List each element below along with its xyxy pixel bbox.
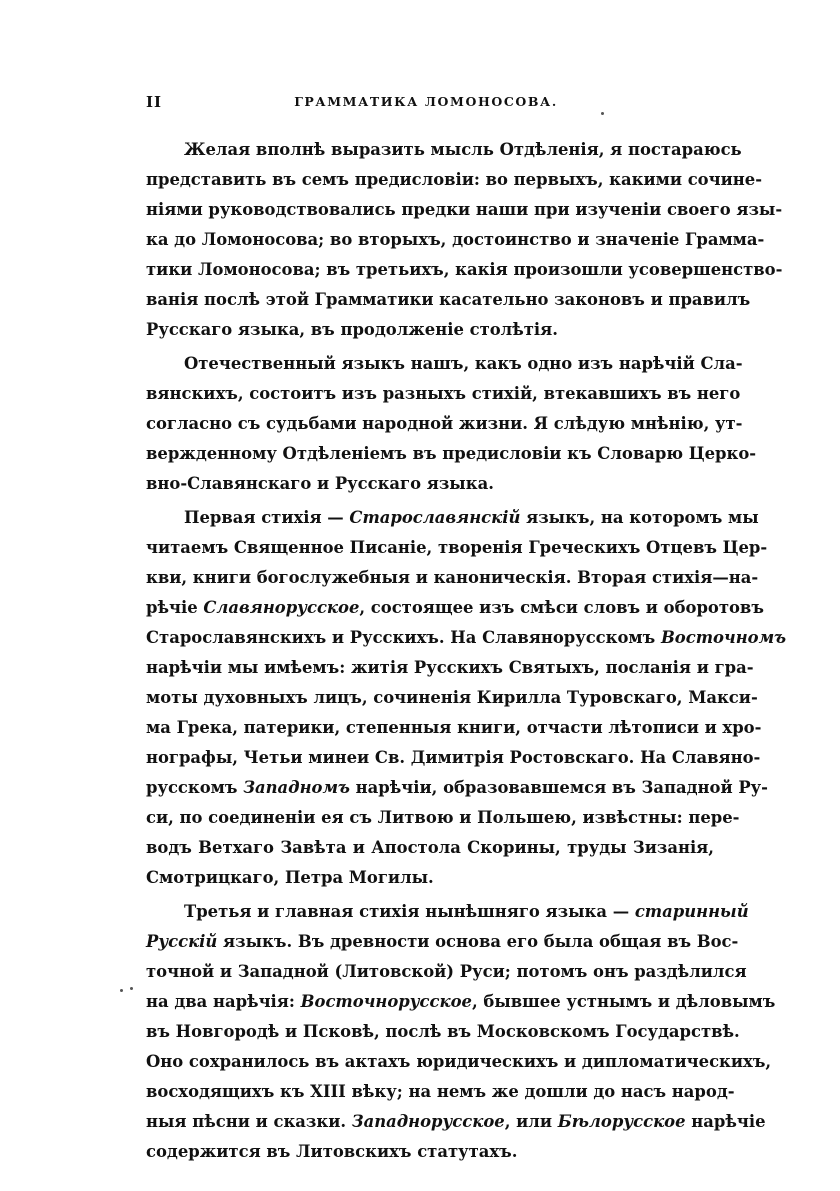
text-line [146,379,741,409]
text-line [146,469,714,499]
text-line [146,683,758,713]
paragraph [146,503,787,893]
text-line [146,503,759,533]
paragraph [146,349,757,499]
text-line [146,713,762,743]
text-line [146,743,761,773]
text-run: читаемъ Священное Писаніе, творенія Греческихъ Отцевъ Цер- [146,538,768,557]
text-run: вержденному Отдѣленіемъ въ предисловіи къ Словарю Церко- [146,444,757,463]
text-line [146,349,743,379]
text-run: ніями руководствовались предки наши при изученіи своего язы- [146,200,783,219]
text-line [146,1137,714,1167]
text-run: ныя пѣсни и сказки. [146,1112,352,1131]
text-run: Желая вполнѣ выразить мысль Отдѣленія, я постараюсь [184,140,742,159]
text-run: Третья и главная стихія нынѣшняго языка — [184,902,635,921]
text-run: нарѣчіи, образовавшемся въ Западной Ру- [349,778,768,797]
running-header [146,93,706,115]
text-line [146,135,742,165]
text-line [146,225,765,255]
text-line [146,623,787,653]
text-line [146,897,749,927]
text-line [146,803,740,833]
text-run: вно-Славянскаго и Русскаго языка. [146,474,494,493]
text-run: восходящихъ къ XIII вѣку; на немъ же дошли до насъ народ- [146,1082,735,1101]
text-run: нографы, Четьи минеи Св. Димитрія Ростовскаго. На Славяно- [146,748,761,767]
text-run: нарѣчіи мы имѣемъ: житія Русскихъ Святыхъ, посланія и гра- [146,658,754,677]
text-line [146,863,714,893]
text-line [146,195,783,225]
running-title: ГРАММАТИКА ЛОМОНОСОВА. [294,94,558,109]
text-line [146,653,754,683]
text-run: вянскихъ, состоитъ изъ разныхъ стихій, втекавшихъ въ него [146,384,741,403]
text-run: согласно съ судьбами народной жизни. Я слѣдую мнѣнію, ут- [146,414,743,433]
scan-speck [120,989,123,992]
text-line [146,957,747,987]
text-run: въ Новгородѣ и Псковѣ, послѣ въ Московскомъ Государствѣ. [146,1022,740,1041]
body-text [146,135,787,1167]
text-run: Отечественный языкъ нашъ, какъ одно изъ нарѣчій Сла- [184,354,743,373]
page-number: II [146,93,163,111]
text-line [146,987,776,1017]
text-run: на два нарѣчія: [146,992,301,1011]
text-run: Русскаго языка, въ продолженіе столѣтія. [146,320,558,339]
text-line [146,833,714,863]
text-run: моты духовныхъ лицъ, сочиненія Кирилла Туровскаго, Макси- [146,688,758,707]
text-line [146,533,768,563]
italic-term: Славянорусское [203,598,360,617]
text-run: кви, книги богослужебныя и каноническія. Вторая стихія—на- [146,568,759,587]
italic-term: Старославянскій [349,508,521,527]
text-run: ванія послѣ этой Грамматики касательно законовъ и правилъ [146,290,751,309]
text-run: Оно сохранилось въ актахъ юридическихъ и дипломатическихъ, [146,1052,772,1071]
text-line [146,165,762,195]
text-run: представить въ семъ предисловіи: во первыхъ, какими сочине- [146,170,762,189]
text-run: , состоящее изъ смѣси словъ и оборотовъ [359,598,764,617]
text-run: Смотрицкаго, Петра Могилы. [146,868,434,887]
italic-term: Западнорусское [351,1112,505,1131]
text-run: , бывшее устнымъ и дѣловымъ [471,992,776,1011]
text-line [146,773,768,803]
text-run: , или [504,1112,558,1131]
italic-term: Западномъ [243,778,350,797]
paragraph [146,135,783,345]
scan-speck [130,987,133,990]
text-line [146,409,743,439]
italic-term: Бѣлорусское [557,1112,686,1131]
text-line [146,315,714,345]
text-line [146,1107,766,1137]
italic-term: Русскій [146,932,218,951]
text-line [146,285,751,315]
text-run: точной и Западной (Литовской) Руси; потомъ онъ раздѣлился [146,962,747,981]
text-run: ка до Ломоносова; во вторыхъ, достоинство и значеніе Грамма- [146,230,765,249]
text-line [146,563,759,593]
text-run: языкъ. Въ древности основа его была общая въ Вос- [217,932,739,951]
text-line [146,1077,735,1107]
text-run: содержится въ Литовскихъ статутахъ. [146,1142,518,1161]
scan-speck [601,112,604,115]
text-run: Старославянскихъ и Русскихъ. На Славянорусскомъ [146,628,661,647]
text-run: русскомъ [146,778,244,797]
text-line [146,593,764,623]
text-line [146,1017,740,1047]
text-run: водъ Ветхаго Завѣта и Апостола Скорины, труды Зизанія, [146,838,714,857]
text-line [146,255,783,285]
paragraph [146,897,776,1167]
text-run: языкъ, на которомъ мы [520,508,759,527]
text-run: нарѣчіе [685,1112,766,1131]
italic-term: Восточномъ [660,628,787,647]
text-run: ма Грека, патерики, степенныя книги, отчасти лѣтописи и хро- [146,718,762,737]
italic-term: Восточнорусское [300,992,472,1011]
italic-term: старинный [634,902,749,921]
text-line [146,439,757,469]
text-run: Первая стихія — [184,508,350,527]
text-line [146,927,739,957]
text-run: си, по соединеніи ея съ Литвою и Польшею, извѣстны: пере- [146,808,740,827]
text-run: тики Ломоносова; въ третьихъ, какія произошли усовершенство- [146,260,783,279]
text-run: рѣчіе [146,598,204,617]
text-line [146,1047,772,1077]
